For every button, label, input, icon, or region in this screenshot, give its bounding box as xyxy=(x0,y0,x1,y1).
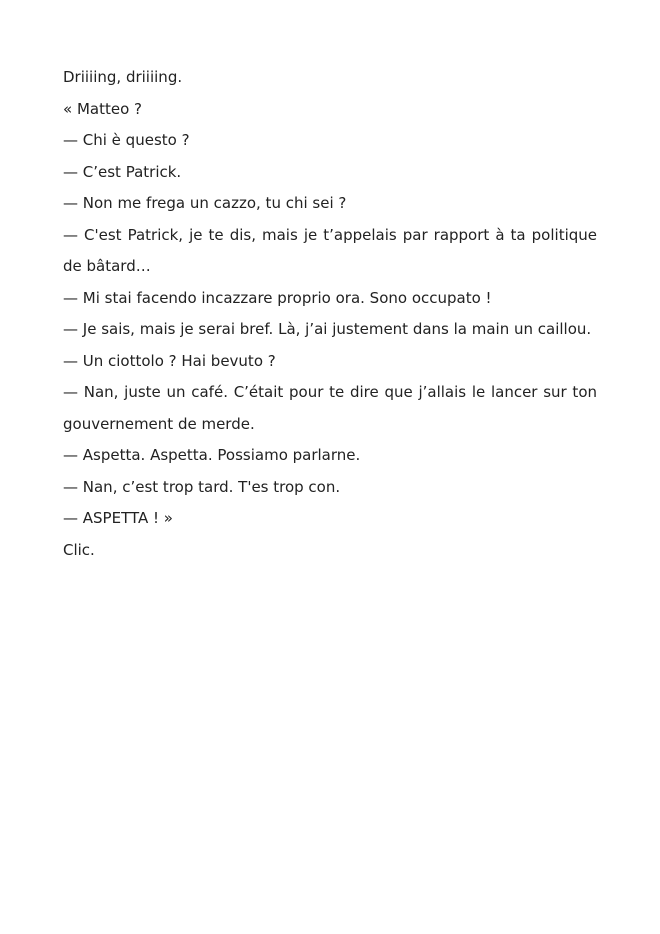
paragraph-ciottolo: — Un ciottolo ? Hai bevuto ? xyxy=(63,351,276,370)
paragraph-matteo: « Matteo ? xyxy=(63,99,142,118)
paragraph-trop-tard: — Nan, c’est trop tard. T'es trop con. xyxy=(63,477,341,496)
paragraph-non-me-frega: — Non me frega un cazzo, tu chi sei ? xyxy=(63,194,347,212)
paragraph-incazzare: — Mi stai facendo incazzare proprio ora. Sono occupato ! xyxy=(63,288,492,307)
paragraph-cafe: — Nan, juste un café. C’était pour te dire que j’allais le lancer sur ton gouvernement de merde. xyxy=(63,383,597,433)
paragraph-aspetta: — Aspetta. Aspetta. Possiamo parlarne. xyxy=(63,446,361,464)
paragraph-cest-patrick: — C’est Patrick. xyxy=(63,162,182,181)
paragraph-clic: Clic. xyxy=(63,540,95,559)
paragraph-caillou: — Je sais, mais je serai bref. Là, j’ai justement dans la main un caillou. xyxy=(63,320,592,338)
paragraph-chi-e-questo: — Chi è questo ? xyxy=(63,131,190,149)
dialogue-text xyxy=(63,62,597,566)
paragraph-aspetta-shout: — ASPETTA ! » xyxy=(63,509,173,527)
paragraph-ringing: Driiiing, driiiing. xyxy=(63,68,183,86)
paragraph-politique: — C'est Patrick, je te dis, mais je t’appelais par rapport à ta politique de bâtard… xyxy=(63,225,597,275)
